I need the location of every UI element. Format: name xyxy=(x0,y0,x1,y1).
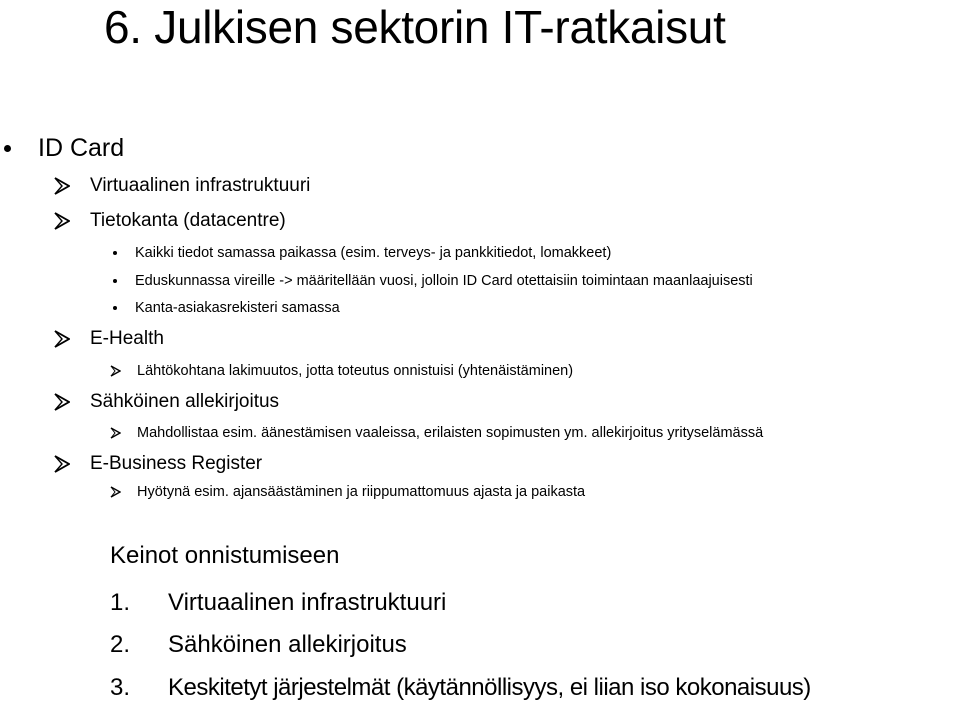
item-text: E-Business Register xyxy=(90,453,263,474)
sub-item-text: Hyötynä esim. ajansäästäminen ja riippumattomuus ajasta ja paikasta xyxy=(137,484,586,500)
sub-item xyxy=(110,363,573,379)
sub-item-text: Kaikki tiedot samassa paikassa (esim. terveys- ja pankkitiedot, lomakkeet) xyxy=(135,245,612,261)
item-ehealth xyxy=(54,328,164,350)
arrowhead-bullet-icon xyxy=(54,177,70,195)
sub-item xyxy=(113,300,340,316)
sub-item-text: Lähtökohtana lakimuutos, jotta toteutus onnistuisi (yhtenäistäminen) xyxy=(137,363,574,379)
sub-item xyxy=(110,425,763,441)
arrowhead-bullet-icon xyxy=(54,393,70,411)
item-text: Sähköinen allekirjoitus xyxy=(168,631,407,658)
item-number: 2. xyxy=(110,631,131,658)
item-virtuaalinen xyxy=(54,175,310,197)
item-text: E-Health xyxy=(90,328,164,349)
small-dot-icon xyxy=(113,279,117,283)
arrowhead-bullet-icon xyxy=(110,365,121,377)
sub-item xyxy=(113,245,611,261)
item-text: Keskitetyt järjestelmät (käytännöllisyys, ei liian iso kokonaisuus) xyxy=(168,674,811,701)
item-ebusiness xyxy=(54,453,262,475)
arrowhead-bullet-icon xyxy=(54,212,70,230)
bullet-id-card xyxy=(4,134,124,163)
small-dot-icon xyxy=(113,251,117,255)
keinot-heading: Keinot onnistumiseen xyxy=(110,542,340,569)
sub-item-text: Eduskunnassa vireille -> määritellään vuosi, jolloin ID Card otettaisiin toimintaan maanlaajuisesti xyxy=(135,273,753,289)
item-number: 3. xyxy=(110,674,131,701)
arrowhead-bullet-icon xyxy=(54,455,70,473)
item-number: 1. xyxy=(110,589,131,616)
item-sahkoinen xyxy=(54,391,279,413)
item-text: Tietokanta (datacentre) xyxy=(90,210,286,231)
numbered-item xyxy=(110,631,407,659)
item-text: Sähköinen allekirjoitus xyxy=(90,391,280,412)
item-text: Virtuaalinen infrastruktuuri xyxy=(90,175,311,196)
item-tietokanta xyxy=(54,210,286,232)
slide-title: 6. Julkisen sektorin IT-ratkaisut xyxy=(104,1,726,53)
sub-item-text: Mahdollistaa esim. äänestämisen vaaleissa, erilaisten sopimusten ym. allekirjoitus yrityselämässä xyxy=(137,425,764,441)
sub-item xyxy=(110,484,585,500)
arrowhead-bullet-icon xyxy=(110,427,121,439)
small-dot-icon xyxy=(113,306,117,310)
sub-item-text: Kanta-asiakasrekisteri samassa xyxy=(135,300,340,316)
numbered-item xyxy=(110,589,446,617)
bullet-dot-icon xyxy=(4,145,11,152)
item-text: Virtuaalinen infrastruktuuri xyxy=(168,589,447,616)
sub-item xyxy=(113,273,753,289)
arrowhead-bullet-icon xyxy=(110,486,121,498)
arrowhead-bullet-icon xyxy=(54,330,70,348)
numbered-item xyxy=(110,674,811,702)
bullet-text: ID Card xyxy=(38,134,125,162)
